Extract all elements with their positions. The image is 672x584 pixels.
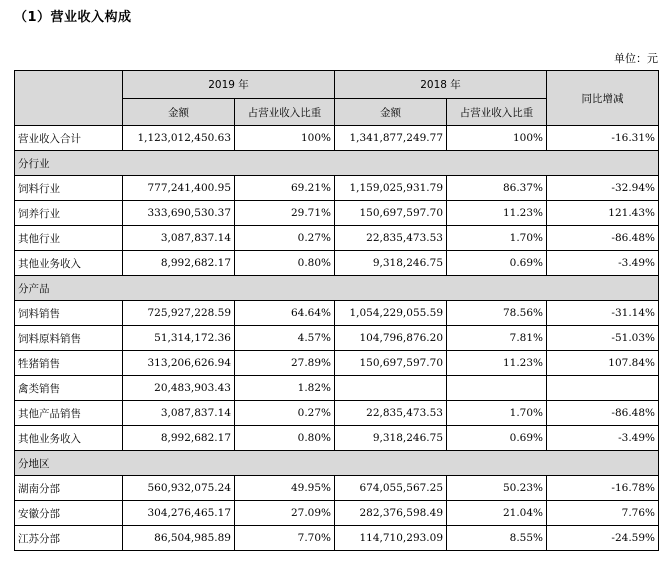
row-label: 安徽分部 <box>15 501 123 526</box>
row-ratio-2018: 0.69% <box>447 426 547 451</box>
row-amount-2018: 282,376,598.49 <box>335 501 447 526</box>
row-ratio-2018: 11.23% <box>447 201 547 226</box>
table-row <box>15 501 659 526</box>
row-label: 牲猪销售 <box>15 351 123 376</box>
table-row <box>15 526 659 551</box>
revenue-composition-table <box>14 70 659 551</box>
row-ratio-2019: 0.80% <box>235 426 335 451</box>
row-yoy: 7.76% <box>547 501 659 526</box>
row-amount-2019: 8,992,682.17 <box>123 251 235 276</box>
row-amount-2019: 725,927,228.59 <box>123 301 235 326</box>
row-yoy: 107.84% <box>547 351 659 376</box>
row-yoy <box>547 376 659 401</box>
row-ratio-2019: 27.89% <box>235 351 335 376</box>
row-amount-2018: 114,710,293.09 <box>335 526 447 551</box>
header-year-2018: 2018 年 <box>335 71 547 99</box>
row-amount-2018: 1,054,229,055.59 <box>335 301 447 326</box>
row-ratio-2018: 1.70% <box>447 401 547 426</box>
row-amount-2018: 22,835,473.53 <box>335 401 447 426</box>
table-row <box>15 326 659 351</box>
total-row <box>15 126 659 151</box>
row-ratio-2019: 0.80% <box>235 251 335 276</box>
row-label: 其他产品销售 <box>15 401 123 426</box>
row-ratio-2018: 78.56% <box>447 301 547 326</box>
row-ratio-2019: 64.64% <box>235 301 335 326</box>
row-ratio-2018: 1.70% <box>447 226 547 251</box>
table-row <box>15 426 659 451</box>
row-amount-2019: 333,690,530.37 <box>123 201 235 226</box>
header-ratio-2018: 占营业收入比重 <box>447 99 547 126</box>
row-ratio-2019: 29.71% <box>235 201 335 226</box>
row-amount-2019: 777,241,400.95 <box>123 176 235 201</box>
row-label: 其他行业 <box>15 226 123 251</box>
row-ratio-2019: 1.82% <box>235 376 335 401</box>
row-amount-2018: 9,318,246.75 <box>335 251 447 276</box>
row-ratio-2018: 8.55% <box>447 526 547 551</box>
row-amount-2019: 20,483,903.43 <box>123 376 235 401</box>
row-amount-2019: 3,087,837.14 <box>123 226 235 251</box>
row-label: 湖南分部 <box>15 476 123 501</box>
row-amount-2019: 304,276,465.17 <box>123 501 235 526</box>
row-ratio-2019: 27.09% <box>235 501 335 526</box>
header-ratio-2019: 占营业收入比重 <box>235 99 335 126</box>
row-amount-2019: 86,504,985.89 <box>123 526 235 551</box>
header-amount-2019: 金额 <box>123 99 235 126</box>
row-amount-2019: 560,932,075.24 <box>123 476 235 501</box>
row-yoy: 121.43% <box>547 201 659 226</box>
row-ratio-2019: 7.70% <box>235 526 335 551</box>
row-yoy: -31.14% <box>547 301 659 326</box>
section-title: 分地区 <box>15 451 659 476</box>
row-amount-2018: 1,159,025,931.79 <box>335 176 447 201</box>
table-row <box>15 251 659 276</box>
row-amount-2018: 104,796,876.20 <box>335 326 447 351</box>
total-yoy: -16.31% <box>547 126 659 151</box>
row-ratio-2018: 21.04% <box>447 501 547 526</box>
row-yoy: -16.78% <box>547 476 659 501</box>
row-ratio-2019: 69.21% <box>235 176 335 201</box>
row-ratio-2019: 0.27% <box>235 401 335 426</box>
row-amount-2019: 313,206,626.94 <box>123 351 235 376</box>
row-yoy: -3.49% <box>547 251 659 276</box>
section-row <box>15 276 659 301</box>
row-amount-2019: 3,087,837.14 <box>123 401 235 426</box>
row-ratio-2019: 4.57% <box>235 326 335 351</box>
table-row <box>15 476 659 501</box>
row-amount-2018: 150,697,597.70 <box>335 201 447 226</box>
total-ratio-2018: 100% <box>447 126 547 151</box>
section-title: 分产品 <box>15 276 659 301</box>
row-yoy: -32.94% <box>547 176 659 201</box>
row-ratio-2018: 86.37% <box>447 176 547 201</box>
row-ratio-2019: 0.27% <box>235 226 335 251</box>
section-heading: （1）营业收入构成 <box>14 10 132 25</box>
row-label: 饲料行业 <box>15 176 123 201</box>
table-row <box>15 176 659 201</box>
row-ratio-2018: 11.23% <box>447 351 547 376</box>
row-amount-2018: 150,697,597.70 <box>335 351 447 376</box>
row-ratio-2018: 0.69% <box>447 251 547 276</box>
row-yoy: -3.49% <box>547 426 659 451</box>
table-row <box>15 376 659 401</box>
header-row-years <box>15 71 659 99</box>
row-yoy: -86.48% <box>547 226 659 251</box>
row-ratio-2019: 49.95% <box>235 476 335 501</box>
table-row <box>15 201 659 226</box>
table-row <box>15 351 659 376</box>
row-ratio-2018 <box>447 376 547 401</box>
header-amount-2018: 金额 <box>335 99 447 126</box>
row-ratio-2018: 7.81% <box>447 326 547 351</box>
row-label: 其他业务收入 <box>15 426 123 451</box>
row-label: 饲养行业 <box>15 201 123 226</box>
row-amount-2018: 9,318,246.75 <box>335 426 447 451</box>
table-row <box>15 401 659 426</box>
header-yoy: 同比增减 <box>547 71 659 126</box>
total-ratio-2019: 100% <box>235 126 335 151</box>
row-yoy: -51.03% <box>547 326 659 351</box>
total-label: 营业收入合计 <box>15 126 123 151</box>
row-amount-2018 <box>335 376 447 401</box>
header-blank-cell <box>15 71 123 126</box>
table-row <box>15 301 659 326</box>
row-ratio-2018: 50.23% <box>447 476 547 501</box>
row-label: 禽类销售 <box>15 376 123 401</box>
row-label: 江苏分部 <box>15 526 123 551</box>
table-row <box>15 226 659 251</box>
section-row <box>15 451 659 476</box>
row-label: 饲料原料销售 <box>15 326 123 351</box>
unit-label: 单位：元 <box>614 52 658 65</box>
row-amount-2019: 51,314,172.36 <box>123 326 235 351</box>
section-title: 分行业 <box>15 151 659 176</box>
header-year-2019: 2019 年 <box>123 71 335 99</box>
total-amount-2018: 1,341,877,249.77 <box>335 126 447 151</box>
row-yoy: -86.48% <box>547 401 659 426</box>
row-label: 其他业务收入 <box>15 251 123 276</box>
row-amount-2018: 22,835,473.53 <box>335 226 447 251</box>
row-yoy: -24.59% <box>547 526 659 551</box>
row-amount-2018: 674,055,567.25 <box>335 476 447 501</box>
section-row <box>15 151 659 176</box>
total-amount-2019: 1,123,012,450.63 <box>123 126 235 151</box>
row-amount-2019: 8,992,682.17 <box>123 426 235 451</box>
row-label: 饲料销售 <box>15 301 123 326</box>
